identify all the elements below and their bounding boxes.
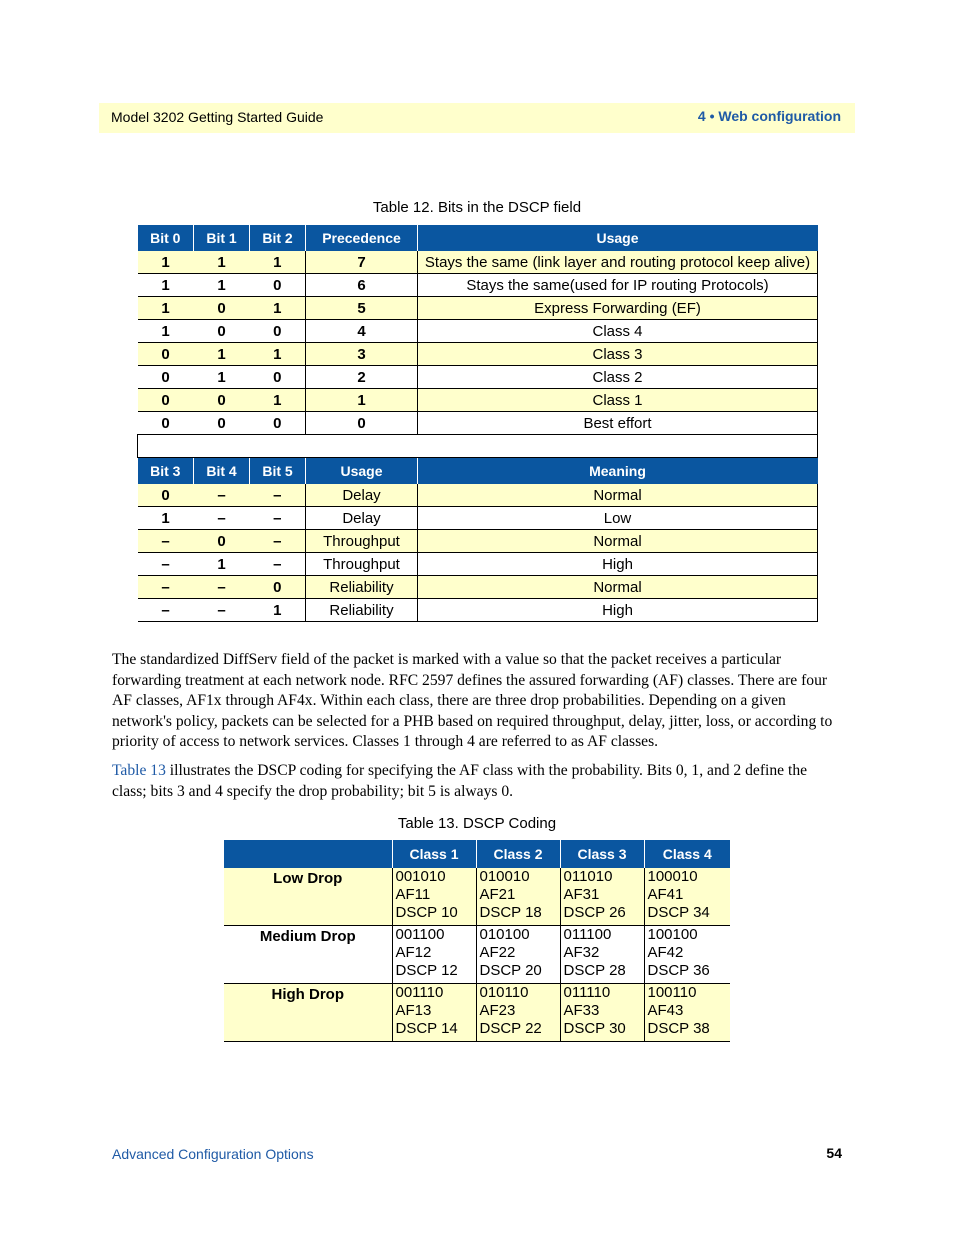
table-cell: 1 (138, 297, 194, 320)
table-header-row (138, 458, 818, 485)
dscp-bits-table (137, 225, 818, 622)
row-label: High Drop (224, 984, 392, 1042)
table-header-row (224, 840, 730, 868)
table-cell: 1 (138, 251, 194, 274)
table-cell: Best effort (418, 412, 818, 435)
table-cell: 0 (250, 274, 306, 297)
table-cell: 100010 AF41 DSCP 34 (644, 868, 730, 926)
table-cell: 1 (250, 599, 306, 622)
table-cell: Stays the same (link layer and routing protocol keep alive) (418, 251, 818, 274)
table-cell: – (138, 576, 194, 599)
column-header: Bit 4 (194, 458, 250, 485)
table-row (138, 553, 818, 576)
column-header: Bit 5 (250, 458, 306, 485)
table13-caption: Table 13. DSCP Coding (397, 815, 557, 832)
table-row (224, 868, 730, 926)
table-cell: – (250, 553, 306, 576)
table-cell: – (194, 484, 250, 507)
paragraph-table13-intro (112, 761, 842, 802)
table-cell: Class 2 (418, 366, 818, 389)
table-cell: 5 (306, 297, 418, 320)
table-cell: 0 (194, 389, 250, 412)
dscp-coding-table (224, 840, 730, 1042)
table-cell: 011010 AF31 DSCP 26 (560, 868, 644, 926)
table-header-row (138, 225, 818, 251)
column-header: Bit 3 (138, 458, 194, 485)
table-cell: 1 (250, 251, 306, 274)
table-cell: 2 (306, 366, 418, 389)
table-cell: 001110 AF13 DSCP 14 (392, 984, 476, 1042)
column-header: Bit 0 (138, 225, 194, 251)
row-label: Low Drop (224, 868, 392, 926)
column-header: Bit 1 (194, 225, 250, 251)
table-row (138, 343, 818, 366)
guide-title: Model 3202 Getting Started Guide (111, 109, 324, 125)
table-cell: – (250, 530, 306, 553)
table-cell: Normal (418, 484, 818, 507)
table-cell: 1 (194, 251, 250, 274)
table-cell: 0 (138, 412, 194, 435)
table-row (138, 530, 818, 553)
table-cell: 0 (306, 412, 418, 435)
table-cell: 1 (138, 274, 194, 297)
column-header: Usage (418, 225, 818, 251)
column-header: Class 2 (476, 840, 560, 868)
footer-section-title: Advanced Configuration Options (112, 1146, 314, 1162)
table-row (138, 320, 818, 343)
table-cell: 1 (138, 320, 194, 343)
table-row (138, 297, 818, 320)
spacer-cell (138, 435, 818, 458)
table-cell: 1 (250, 389, 306, 412)
table-cell: Delay (306, 484, 418, 507)
page-header (99, 103, 855, 133)
table-cell: 3 (306, 343, 418, 366)
table13-link[interactable]: Table 13 (112, 762, 166, 779)
table-cell: Low (418, 507, 818, 530)
table-cell: 011110 AF33 DSCP 30 (560, 984, 644, 1042)
column-header: Meaning (418, 458, 818, 485)
table-cell: 0 (194, 320, 250, 343)
table-row (138, 251, 818, 274)
table-row (224, 926, 730, 984)
table-cell: 0 (138, 343, 194, 366)
table-row (224, 984, 730, 1042)
table-cell: 1 (194, 553, 250, 576)
table-cell: 0 (250, 366, 306, 389)
table-cell: 1 (250, 343, 306, 366)
table-cell: Throughput (306, 553, 418, 576)
table-cell: 0 (194, 530, 250, 553)
table-cell: Throughput (306, 530, 418, 553)
table-cell: 4 (306, 320, 418, 343)
table-cell: Class 3 (418, 343, 818, 366)
table-row (138, 366, 818, 389)
table-cell: 0 (194, 412, 250, 435)
table-row (138, 389, 818, 412)
column-header (224, 840, 392, 868)
table-cell: 1 (306, 389, 418, 412)
table-cell: 6 (306, 274, 418, 297)
table-cell: Express Forwarding (EF) (418, 297, 818, 320)
table-row (138, 507, 818, 530)
table-cell: – (194, 599, 250, 622)
table-cell: 1 (250, 297, 306, 320)
paragraph-text: illustrates the DSCP coding for specifying the AF class with the probability. Bits 0, 1, and 2 define the class; bits 3 and 4 specify the drop probability; bit 5 is always 0. (112, 762, 808, 800)
table-row (138, 412, 818, 435)
table-cell: – (194, 576, 250, 599)
table-cell: 010010 AF21 DSCP 18 (476, 868, 560, 926)
table-row (138, 274, 818, 297)
table-cell: Class 4 (418, 320, 818, 343)
table-cell: 010100 AF22 DSCP 20 (476, 926, 560, 984)
chapter-title: 4 • Web configuration (697, 108, 841, 124)
table-cell: Normal (418, 530, 818, 553)
table-cell: 001100 AF12 DSCP 12 (392, 926, 476, 984)
table-cell: High (418, 553, 818, 576)
column-header: Class 1 (392, 840, 476, 868)
table12-caption: Table 12. Bits in the DSCP field (372, 199, 582, 216)
column-header: Class 4 (644, 840, 730, 868)
table-cell: 0 (138, 366, 194, 389)
table-cell: 100100 AF42 DSCP 36 (644, 926, 730, 984)
table-cell: Reliability (306, 576, 418, 599)
table-cell: – (138, 599, 194, 622)
table-cell: 011100 AF32 DSCP 28 (560, 926, 644, 984)
column-header: Bit 2 (250, 225, 306, 251)
table-cell: 7 (306, 251, 418, 274)
table-row (138, 484, 818, 507)
table-cell: Class 1 (418, 389, 818, 412)
table-cell: 1 (194, 343, 250, 366)
table-cell: 0 (250, 576, 306, 599)
table-cell: – (250, 484, 306, 507)
table-cell: 100110 AF43 DSCP 38 (644, 984, 730, 1042)
table-cell: 1 (194, 366, 250, 389)
table-cell: Stays the same(used for IP routing Protocols) (418, 274, 818, 297)
table-cell: 0 (250, 412, 306, 435)
column-header: Usage (306, 458, 418, 485)
table-cell: High (418, 599, 818, 622)
table-cell: 1 (138, 507, 194, 530)
table-cell: 001010 AF11 DSCP 10 (392, 868, 476, 926)
table-cell: 010110 AF23 DSCP 22 (476, 984, 560, 1042)
table-cell: 0 (194, 297, 250, 320)
paragraph-diffserv: The standardized DiffServ field of the packet is marked with a value so that the packet receives a particular forwarding treatment at each network node. RFC 2597 defines the assured forwarding (AF) classes. There are four AF classes, AF1x through AF4x. Within each class, there are three drop probabilities. Depending on a given network's policy, packets can be selected for a PHB based on required throughput, delay, jitter, loss, or according to priority of access to network services. Classes 1 through 4 are referred to as AF classes. (112, 651, 833, 750)
table-cell: 0 (138, 484, 194, 507)
table-cell: Delay (306, 507, 418, 530)
table-spacer-row (138, 435, 818, 458)
table-cell: 1 (194, 274, 250, 297)
table-cell: – (250, 507, 306, 530)
column-header: Precedence (306, 225, 418, 251)
table-cell: 0 (250, 320, 306, 343)
row-label: Medium Drop (224, 926, 392, 984)
table-cell: – (138, 553, 194, 576)
table-cell: 0 (138, 389, 194, 412)
page-number: 54 (826, 1145, 842, 1161)
table-row (138, 599, 818, 622)
table-row (138, 576, 818, 599)
table-cell: – (194, 507, 250, 530)
table-cell: Reliability (306, 599, 418, 622)
column-header: Class 3 (560, 840, 644, 868)
table-cell: Normal (418, 576, 818, 599)
table-cell: – (138, 530, 194, 553)
